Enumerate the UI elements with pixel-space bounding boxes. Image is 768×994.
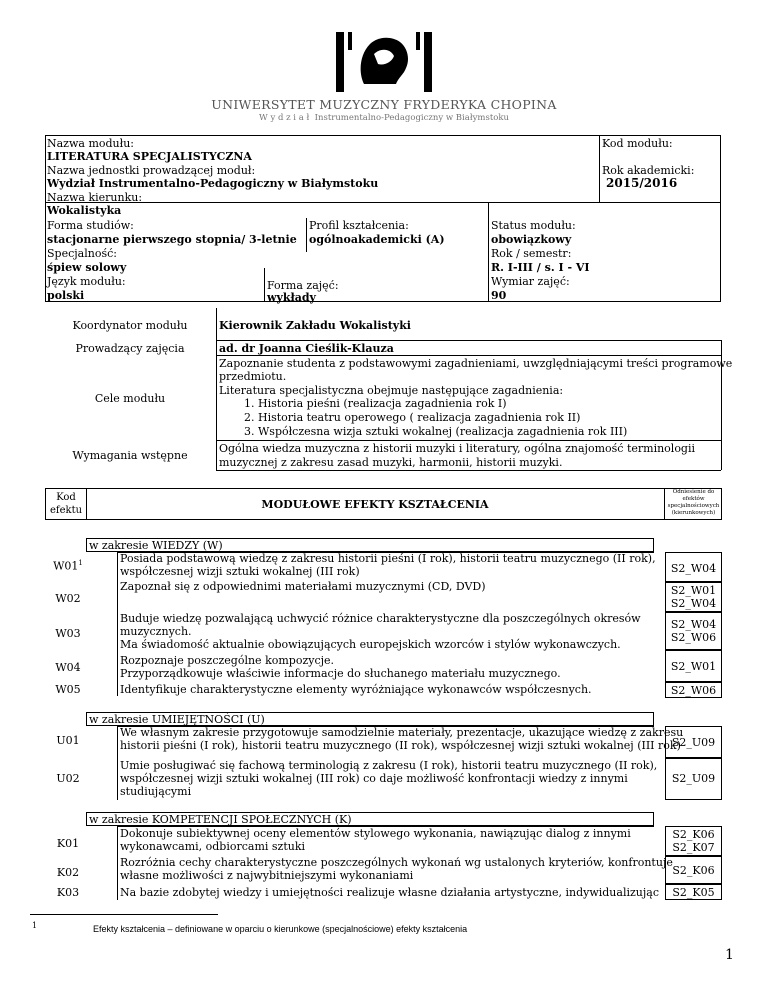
university-logo <box>334 32 434 92</box>
class-form-value: wykłady <box>267 291 316 304</box>
outcome-code: K02 <box>56 866 80 879</box>
outcome-text: We własnym zakresie przygotowuje samodzielnie materiały, prezentacje, ukazujące wiedzę z zakresu historii pieśni (I rok), historii teatru muzycznego (II rok), współczesnej wizji sztuki wokalnej (III rok) <box>120 726 684 752</box>
competences-section-label: w zakresie KOMPETENCJI SPOŁECZNYCH (K) <box>89 813 352 826</box>
goals-item: 3. Współczesna wizja sztuki wokalnej (realizacja zagadnienia rok III) <box>244 425 628 438</box>
skills-section-label: w zakresie UMIEJĘTNOŚCI (U) <box>89 713 265 726</box>
academic-year: 2015/2016 <box>606 176 678 190</box>
code-header: Kod efektu <box>49 492 83 516</box>
goals-intro-1: Zapoznanie studenta z podstawowymi zagadnieniami, uwzględniającymi treści programowe <box>219 357 733 370</box>
academic-year-label: Rok akademicki: <box>602 164 695 177</box>
requirements-label: Wymagania wstępne <box>72 449 188 462</box>
hours-value: 90 <box>491 289 507 302</box>
lecturer-label: Prowadzący zajęcia <box>75 342 185 355</box>
outcome-code: W05 <box>55 683 81 696</box>
class-form-label: Forma zajęć: <box>267 279 339 292</box>
university-name: UNIWERSYTET MUZYCZNY FRYDERYKA CHOPINA <box>211 97 557 112</box>
outcome-text: Rozróżnia cechy charakterystyczne poszczególnych wykonań wg ustalonych kryteriów, konfrontuje własne możliwości z najwybitniejszymi wykonaniami <box>120 856 673 882</box>
outcome-text: Dokonuje subiektywnej oceny elementów stylowego wykonania, nawiązując dialog z innymi wykonawcami, odbiorcami sztuki <box>120 827 631 853</box>
goals-intro-2: przedmiotu. <box>219 370 287 383</box>
specialty-label: Specjalność: <box>47 247 117 260</box>
footnote-text: Efekty kształcenia – definiowane w oparciu o kierunkowe (specjalnościowe) efekty kształcenia <box>93 924 468 934</box>
requirements-line-2: muzycznej z zakresu zasad muzyki, harmonii, historii muzyki. <box>219 456 563 469</box>
outcome-text: Zapoznał się z odpowiednimi materiałami muzycznymi (CD, DVD) <box>120 580 486 593</box>
reference-value: S2_K06 <box>672 864 715 877</box>
outcome-text: Rozpoznaje poszczególne kompozycje. Przyporządkowuje właściwie informacje do słuchanego materiału muzycznego. <box>120 654 561 680</box>
outcome-code: U02 <box>56 772 80 785</box>
outcome-code: K03 <box>56 886 80 899</box>
specialty-value: śpiew solowy <box>47 261 127 274</box>
reference-value: S2_W06 <box>670 684 717 697</box>
reference-value: S2_K05 <box>672 886 715 899</box>
faculty-name: W y d z i a ł Instrumentalno-Pedagogiczny w Białymstoku <box>259 113 509 123</box>
study-form-label: Forma studiów: <box>47 219 134 232</box>
reference-value: S2_K06 S2_K07 <box>672 828 715 854</box>
reference-value: S2_W04 S2_W06 <box>670 618 717 644</box>
outcome-code: $W01^1$ <box>53 559 83 573</box>
study-form: stacjonarne pierwszego stopnia/ 3-letnie <box>47 233 297 246</box>
module-name: LITERATURA SPECJALISTYCZNA <box>47 150 252 163</box>
unit-value: Wydział Instrumentalno-Pedagogiczny w Białymstoku <box>47 177 379 190</box>
goals-item: 1. Historia pieśni (realizacja zagadnienia rok I) <box>244 397 507 410</box>
module-name-label: Nazwa modułu: <box>47 137 134 150</box>
coordinator-label: Koordynator modułu <box>72 319 188 332</box>
outcome-text: Umie posługiwać się fachową terminologią z zakresu (I rok), historii teatru muzycznego (II rok), współczesnej wizji sztuki wokalnej (III rok) co daje możliwość konfrontacji wiedzy z innymi studiującymi <box>120 759 658 798</box>
footnote-separator <box>30 914 218 915</box>
lecturer-value: ad. dr Joanna Cieślik-Klauza <box>219 342 394 355</box>
hours-label: Wymiar zajęć: <box>491 275 570 288</box>
status-label: Status modułu: <box>491 219 576 232</box>
reference-header: Odniesienie do efektów specjalnościowych (kierunkowych) <box>667 489 720 516</box>
status-value: obowiązkowy <box>491 233 572 246</box>
year-semester-label: Rok / semestr: <box>491 247 572 260</box>
goals-item: 2. Historia teatru operowego ( realizacja zagadnienia rok II) <box>244 411 581 424</box>
goals-label: Cele modułu <box>94 392 166 405</box>
outcome-text: Buduje wiedzę pozwalającą uchwycić różnice charakterystyczne dla poszczególnych okresów muzycznych. Ma świadomość aktualnie obowiązujących europejskich wzorców i stylów wykonawczych. <box>120 612 641 651</box>
profile-label: Profil kształcenia: <box>309 219 409 232</box>
reference-value: S2_U09 <box>671 736 716 749</box>
field-label: Nazwa kierunku: <box>47 191 143 204</box>
knowledge-section-label: w zakresie WIEDZY (W) <box>89 539 223 552</box>
module-code-label: Kod modułu: <box>602 137 673 150</box>
requirements-line-1: Ogólna wiedza muzyczna z historii muzyki i literatury, ogólna znajomość terminologii <box>219 442 696 455</box>
unit-label: Nazwa jednostki prowadzącej moduł: <box>47 164 256 177</box>
outcome-code: W03 <box>55 627 81 640</box>
reference-value: S2_W04 <box>670 562 717 575</box>
footnote-number: 1 <box>32 921 38 930</box>
reference-value: S2_U09 <box>671 772 716 785</box>
profile-value: ogólnoakademicki (A) <box>309 233 445 246</box>
field-value: Wokalistyka <box>47 204 122 217</box>
goals-intro-3: Literatura specjalistyczna obejmuje następujące zagadnienia: <box>219 384 564 397</box>
outcome-text: Na bazie zdobytej wiedzy i umiejętności realizuje własne działania artystyczne, indywidualizując <box>120 886 659 899</box>
outcome-code: U01 <box>56 734 80 747</box>
outcome-code: W04 <box>55 661 81 674</box>
reference-value: S2_W01 S2_W04 <box>670 584 717 610</box>
outcome-text: Identyfikuje charakterystyczne elementy wyróżniające wykonawców współczesnych. <box>120 683 592 696</box>
outcome-text: Posiada podstawową wiedzę z zakresu historii pieśni (I rok), historii teatru muzycznego (II rok), współczesnej wizji sztuki wokalnej (III rok) <box>120 552 656 578</box>
language-label: Język modułu: <box>47 275 126 288</box>
outcomes-title: MODUŁOWE EFEKTY KSZTAŁCENIA <box>261 498 489 511</box>
year-semester-value: R. I-III / s. I - VI <box>491 261 590 274</box>
page-number: 1 <box>725 947 734 963</box>
reference-value: S2_W01 <box>670 660 717 673</box>
coordinator-value: Kierownik Zakładu Wokalistyki <box>219 319 411 332</box>
outcome-code: W02 <box>55 592 81 605</box>
outcome-code: K01 <box>56 837 80 850</box>
language-value: polski <box>47 289 85 302</box>
